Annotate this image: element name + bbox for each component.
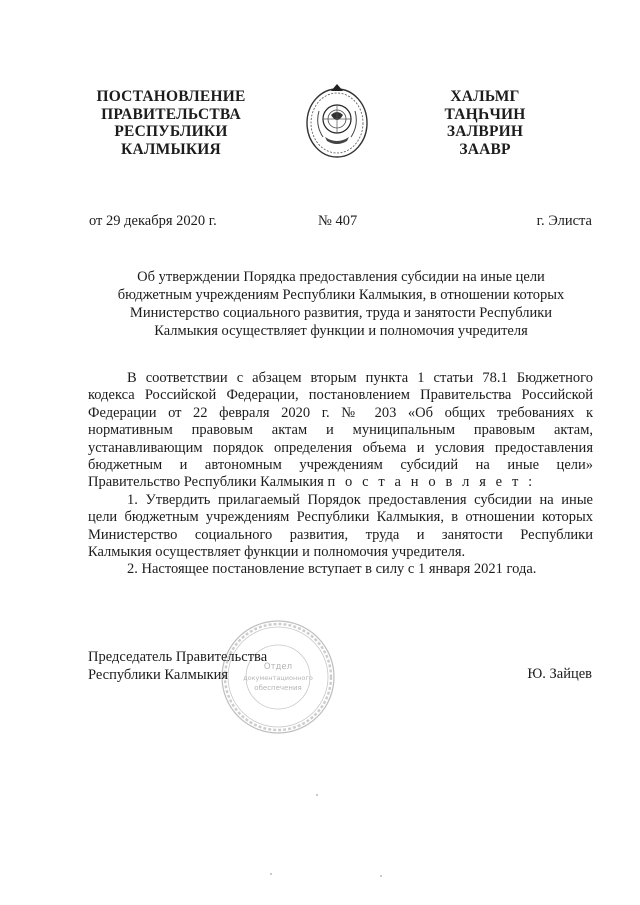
decree-lead: Правительство Республики Калмыкия bbox=[88, 474, 324, 491]
signature-position-line: Председатель Правительства bbox=[88, 649, 268, 665]
stamp-text: обеспечения bbox=[254, 684, 302, 692]
scan-speck bbox=[380, 875, 382, 877]
header-left-line: ПРАВИТЕЛЬСТВА bbox=[101, 105, 241, 123]
scan-speck bbox=[316, 794, 318, 796]
signer-name: Ю. Зайцев bbox=[527, 666, 592, 682]
preamble-line: Федерации от 22 февраля 2020 г. № 203 «Об общих требованиях к bbox=[88, 404, 593, 421]
preamble-line: В соответствии с абзацем вторым пункта 1 статьи 78.1 Бюджетного bbox=[127, 370, 593, 386]
item1-line: Министерство социального развития, труда и занятости Республики bbox=[88, 526, 593, 543]
header-right-line: ЗААВР bbox=[459, 140, 511, 158]
signature-position-line: Республики Калмыкия bbox=[88, 667, 229, 683]
header-right-line: ЗАЛВРИН bbox=[446, 123, 524, 140]
header-right-kalmyk bbox=[410, 88, 560, 158]
document-title bbox=[88, 268, 594, 340]
title-line: Об утверждении Порядка предоставления субсидии на иные цели bbox=[137, 269, 545, 285]
header-right-line: ХАЛЬМГ bbox=[450, 88, 520, 105]
item1-line: 1. Утвердить прилагаемый Порядок предоставления субсидии на иные bbox=[127, 491, 593, 508]
item2-line: 2. Настоящее постановление вступает в силу с 1 января 2021 года. bbox=[127, 561, 537, 578]
decree-line bbox=[88, 474, 593, 491]
document-city: г. Элиста bbox=[536, 213, 592, 229]
item1-line: цели бюджетным учреждениям Республики Калмыкия, в отношении которых bbox=[88, 509, 593, 526]
header-left-line: КАЛМЫКИЯ bbox=[121, 140, 221, 158]
stamp-text: документационного bbox=[243, 674, 313, 682]
header-left-russian bbox=[76, 88, 266, 158]
document-body bbox=[88, 370, 593, 579]
preamble-line: нормативным правовым актам и муниципальным правовым актам, bbox=[88, 422, 593, 439]
title-line: Калмыкия осуществляет функции и полномочия учредителя bbox=[154, 323, 528, 339]
title-line: бюджетным учреждениям Республики Калмыкия, в отношении которых bbox=[117, 287, 565, 303]
scan-speck bbox=[270, 873, 272, 875]
preamble-line: бюджетным и автономным учреждениям субсидий на иные цели» bbox=[88, 457, 593, 474]
signature-position bbox=[88, 648, 267, 684]
header-right-line: ТАҢҺЧИН bbox=[444, 105, 526, 123]
title-line: Министерство социального развития, труда и занятости Республики bbox=[129, 305, 553, 321]
item1-line: Калмыкия осуществляет функции и полномочия учредителя. bbox=[88, 544, 466, 561]
document-date: от 29 декабря 2020 г. bbox=[89, 213, 217, 229]
header-left-line: ПОСТАНОВЛЕНИЕ bbox=[96, 88, 246, 105]
decree-word: п о с т а н о в л я е т : bbox=[327, 474, 536, 491]
preamble-line: устанавливающим порядок определения объема и условия предоставления bbox=[88, 439, 593, 456]
stamp-text: Отдел bbox=[263, 662, 293, 672]
preamble-line: кодекса Российской Федерации, постановлением Правительства Российской bbox=[88, 387, 593, 404]
header-left-line: РЕСПУБЛИКИ bbox=[114, 123, 228, 140]
coat-of-arms-emblem-icon bbox=[301, 81, 373, 161]
document-number: № 407 bbox=[318, 213, 358, 229]
